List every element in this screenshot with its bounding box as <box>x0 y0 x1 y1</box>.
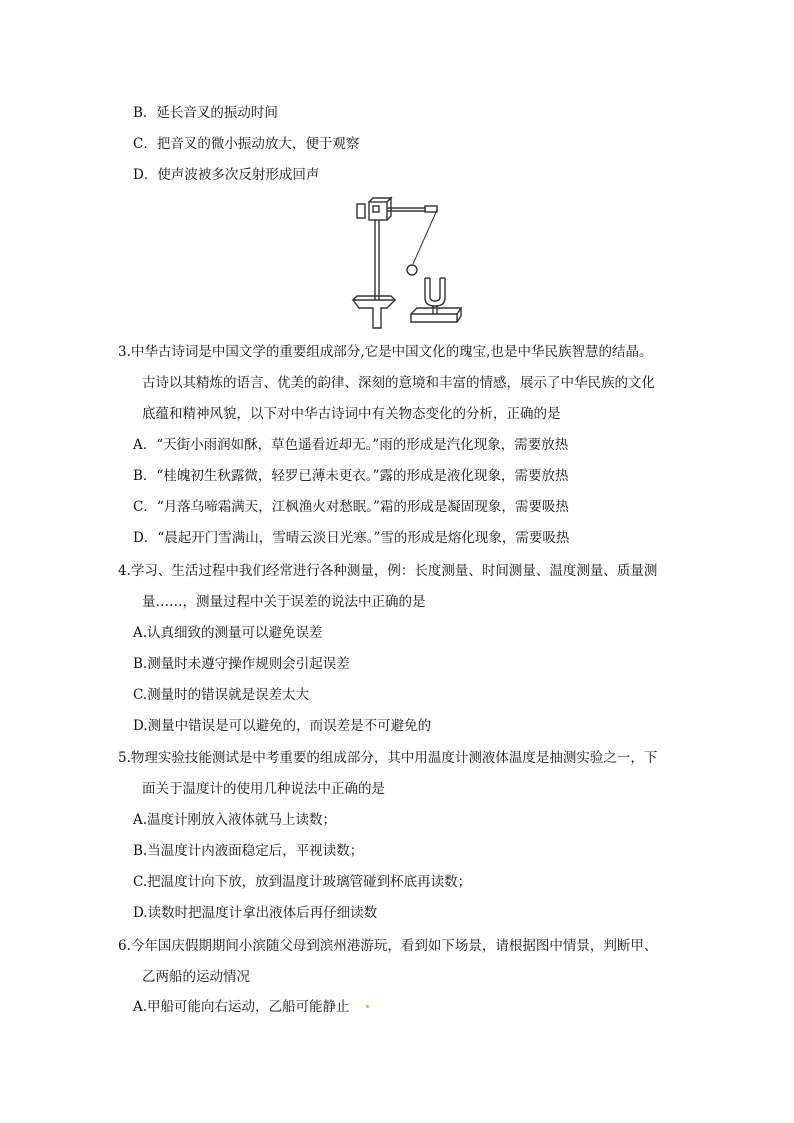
q5-stem-line-2: 面关于温度计的使用几种说法中正确的是 <box>142 781 385 797</box>
q5-option-c: C.把温度计向下放，放到温度计玻璃管碰到杯底再读数； <box>133 874 472 890</box>
q5-stem-line-1: 5.物理实验技能测试是中考重要的组成部分，其中用温度计测液体温度是抽测实验之一，下 <box>118 750 658 766</box>
q5-option-d: D.读数时把温度计拿出液体后再仔细读数 <box>133 905 378 921</box>
stray-dot <box>366 1005 369 1008</box>
q3-stem-line-2: 古诗以其精炼的语言、优美的韵律、深刻的意境和丰富的情感，展示了中华民族的文化 <box>142 375 655 391</box>
tuning-fork-pendulum-figure <box>345 196 465 330</box>
q2-option-d: D．使声波被多次反射形成回声 <box>133 167 320 183</box>
q5-option-a: A.温度计刚放入液体就马上读数； <box>133 812 337 828</box>
q3-option-c: C．“月落乌啼霜满天，江枫渔火对愁眠。”霜的形成是凝固现象，需要吸热 <box>133 499 569 515</box>
q3-option-a: A．“天街小雨润如酥，草色遥看近却无。”雨的形成是汽化现象，需要放热 <box>133 437 569 453</box>
q2-option-c: C．把音叉的微小振动放大，便于观察 <box>133 136 360 152</box>
q3-stem-line-3: 底蕴和精神风貌，以下对中华古诗词中有关物态变化的分析，正确的是 <box>142 406 561 422</box>
q4-option-b: B.测量时未遵守操作规则会引起误差 <box>133 656 350 672</box>
q4-option-c: C.测量时的错误就是误差太大 <box>133 687 310 703</box>
q6-stem-line-1: 6.今年国庆假期期间小滨随父母到滨州港游玩，看到如下场景，请根据图中情景，判断甲、 <box>118 938 658 954</box>
q3-option-b: B．“桂魄初生秋露微，轻罗已薄未更衣。”露的形成是液化现象，需要放热 <box>133 468 569 484</box>
q4-stem-line-1: 4.学习、生活过程中我们经常进行各种测量，例：长度测量、时间测量、温度测量、质量测 <box>118 563 658 579</box>
q4-option-d: D.测量中错误是可以避免的，而误差是不可避免的 <box>133 718 432 734</box>
q2-option-b: B．延长音叉的振动时间 <box>133 105 278 121</box>
q4-option-a: A.认真细致的测量可以避免误差 <box>133 625 323 641</box>
q4-stem-line-2: 量……，测量过程中关于误差的说法中正确的是 <box>142 594 426 610</box>
q6-option-a: A.甲船可能向右运动，乙船可能静止 <box>133 999 350 1015</box>
q3-stem-line-1: 3.中华古诗词是中国文学的重要组成部分,它是中国文化的瑰宝,也是中华民族智慧的结晶。 <box>118 344 653 360</box>
q5-option-b: B.当温度计内液面稳定后，平视读数； <box>133 843 364 859</box>
q6-stem-line-2: 乙两船的运动情况 <box>142 969 250 985</box>
q3-option-d: D．“晨起开门雪满山，雪晴云淡日光寒。”雪的形成是熔化现象，需要吸热 <box>133 530 570 546</box>
